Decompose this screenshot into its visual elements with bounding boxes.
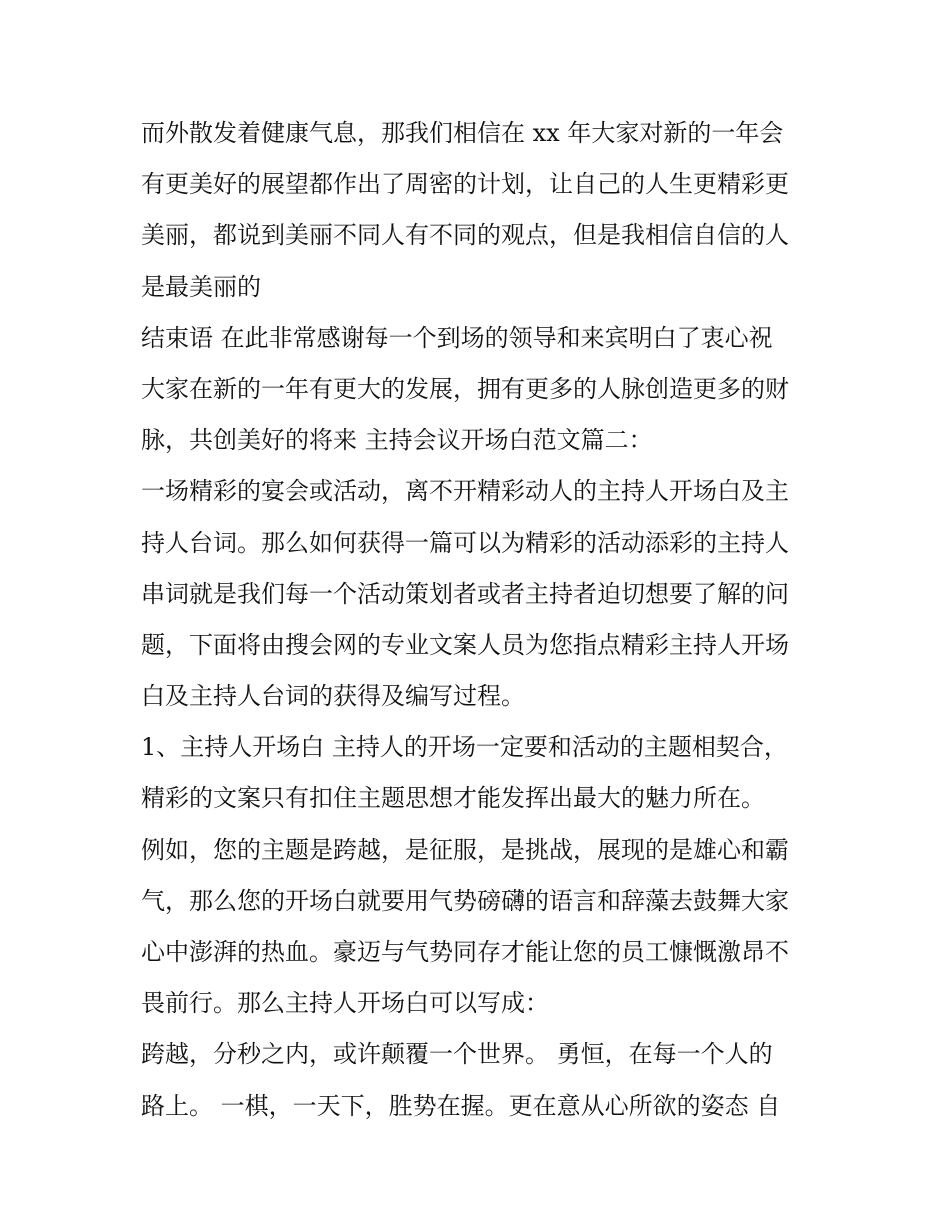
text-line: 例如，您的主题是跨越，是征服，是挑战，展现的是雄心和霸 [141,835,789,864]
text-line: 是最美丽的 [141,272,261,301]
text-line: 畏前行。那么主持人开场白可以写成： [141,989,549,1018]
text-line: 大家在新的一年有更大的发展，拥有更多的人脉创造更多的财 [141,374,789,403]
text-line: 气，那么您的开场白就要用气势磅礴的语言和辞藻去鼓舞大家 [141,886,789,915]
text-line: 脉，共创美好的将来 主持会议开场白范文篇二： [141,426,653,455]
text-line: 结束语 在此非常感谢每一个到场的领导和来宾明白了衷心祝 [141,323,773,352]
text-line: 而外散发着健康气息，那我们相信在 xx 年大家对新的一年会 [141,119,784,147]
text-line: 1、主持人开场白 主持人的开场一定要和活动的主题相契合， [141,733,788,762]
text-line: 美丽，都说到美丽不同人有不同的观点，但是我相信自信的人 [141,221,789,250]
text-line: 心中澎湃的热血。豪迈与气势同存才能让您的员工慷慨激昂不 [141,938,789,966]
document-body [141,108,821,1132]
text-line: 精彩的文案只有扣住主题思想才能发挥出最大的魅力所在。 [141,784,765,813]
text-line: 白及主持人台词的获得及编写过程。 [141,682,525,711]
text-line: 跨越，分秒之内，或许颠覆一个世界。 勇恒，在每一个人的 [141,1040,773,1069]
text-line: 题，下面将由搜会网的专业文案人员为您指点精彩主持人开场 [141,630,789,659]
text-line: 有更美好的展望都作出了周密的计划，让自己的人生更精彩更 [141,170,789,199]
text-line: 持人台词。那么如何获得一篇可以为精彩的活动添彩的主持人 [141,528,789,557]
text-line: 一场精彩的宴会或活动，离不开精彩动人的主持人开场白及主 [141,477,789,506]
text-line: 串词就是我们每一个活动策划者或者主持者迫切想要了解的问 [141,579,789,608]
text-line: 路上。 一棋，一天下，胜势在握。更在意从心所欲的姿态 自 [141,1091,781,1120]
